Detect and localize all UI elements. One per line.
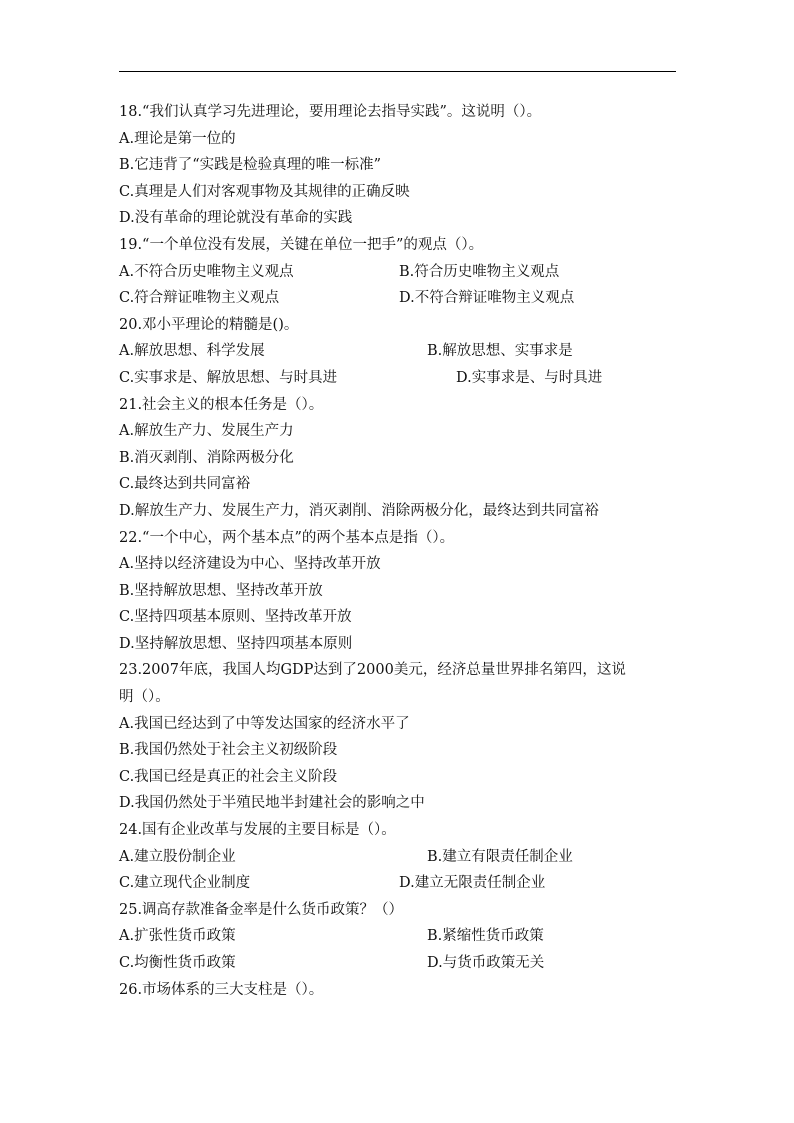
header-rule [119, 71, 676, 72]
question-26-stem: 26.市场体系的三大支柱是（）。 [119, 981, 324, 998]
question-18-option-a: A.理论是第一位的 [119, 130, 236, 147]
question-23-option-a: A.我国已经达到了中等发达国家的经济水平了 [119, 715, 410, 732]
question-25-option-d: D.与货币政策无关 [427, 955, 545, 971]
question-24-options-row-1 [119, 844, 679, 871]
question-23-option-c: C.我国已经是真正的社会主义阶段 [119, 768, 338, 785]
question-24-option-b: B.建立有限责任制企业 [427, 848, 573, 865]
question-19-stem: 19.“一个单位没有发展，关键在单位一把手”的观点（）。 [119, 236, 484, 253]
question-22-option-d: D.坚持解放思想、坚持四项基本原则 [119, 635, 353, 652]
question-18-option-c: C.真理是人们对客观事物及其规律的正确反映 [119, 183, 410, 200]
question-25-stem: 25.调高存款准备金率是什么货币政策？（） [119, 901, 404, 918]
question-18-stem: 18.“我们认真学习先进理论，要用理论去指导实践”。这说明（）。 [119, 104, 542, 120]
question-20-options-row-1 [119, 338, 679, 365]
question-24-stem: 24.国有企业改革与发展的主要目标是（）。 [119, 822, 396, 839]
question-23-stem-line-1: 23.2007年底，我国人均GDP达到了2000美元，经济总量世界排名第四，这说 [119, 662, 626, 679]
question-24-option-a: A.建立股份制企业 [119, 848, 236, 865]
question-21-option-a: A.解放生产力、发展生产力 [119, 423, 294, 440]
question-19-option-d: D.不符合辩证唯物主义观点 [399, 290, 575, 307]
question-18-option-d: D.没有革命的理论就没有革命的实践 [119, 210, 353, 227]
question-23-option-b: B.我国仍然处于社会主义初级阶段 [119, 742, 338, 759]
question-19-option-a: A.不符合历史唯物主义观点 [119, 263, 294, 280]
question-19-options-row-2 [119, 285, 679, 312]
question-21-stem: 21.社会主义的根本任务是（）。 [119, 396, 324, 413]
question-22-stem: 22.“一个中心，两个基本点”的两个基本点是指（）。 [119, 529, 455, 546]
question-18-option-b: B.它违背了“实践是检验真理的唯一标准” [119, 157, 382, 174]
question-21-option-c: C.最终达到共同富裕 [119, 476, 251, 493]
question-25-option-c: C.均衡性货币政策 [119, 955, 236, 971]
question-20-stem: 20.邓小平理论的精髓是()。 [119, 316, 299, 333]
question-20-option-a: A.解放思想、科学发展 [119, 343, 265, 360]
question-21-option-b: B.消灭剥削、消除两极分化 [119, 449, 294, 466]
question-20-option-d: D.实事求是、与时具进 [456, 369, 603, 386]
question-22-option-b: B.坚持解放思想、坚持改革开放 [119, 582, 323, 599]
question-21-option-d: D.解放生产力、发展生产力，消灭剥削、消除两极分化，最终达到共同富裕 [119, 502, 599, 519]
question-19-options-row-1 [119, 259, 679, 286]
question-24-option-d: D.建立无限责任制企业 [399, 875, 546, 892]
question-19-option-c: C.符合辩证唯物主义观点 [119, 290, 280, 307]
question-25-option-a: A.扩张性货币政策 [119, 928, 236, 945]
question-23-option-d: D.我国仍然处于半殖民地半封建社会的影响之中 [119, 795, 425, 812]
question-24-option-c: C.建立现代企业制度 [119, 875, 251, 892]
question-24-options-row-2 [119, 870, 679, 897]
question-25-options-row-1 [119, 923, 679, 950]
question-25-options-row-2 [119, 950, 679, 977]
question-20-options-row-2 [119, 365, 679, 392]
question-19-option-b: B.符合历史唯物主义观点 [399, 263, 560, 280]
question-list [119, 99, 679, 1003]
question-23-stem-line-2: 明（）。 [119, 689, 170, 706]
question-22-option-a: A.坚持以经济建设为中心、坚持改革开放 [119, 556, 381, 573]
question-25-option-b: B.紧缩性货币政策 [427, 928, 544, 945]
question-20-option-b: B.解放思想、实事求是 [427, 343, 573, 360]
question-22-option-c: C.坚持四项基本原则、坚持改革开放 [119, 609, 352, 626]
question-20-option-c: C.实事求是、解放思想、与时具进 [119, 369, 338, 386]
